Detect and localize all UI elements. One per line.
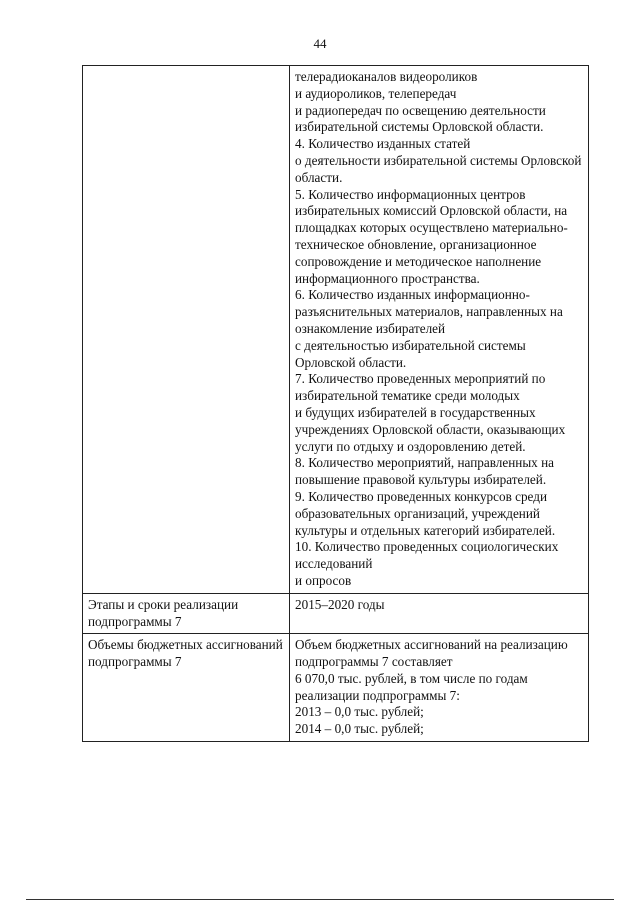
- indicators-cell: телерадиоканалов видеороликов и аудиороликов, телепередач и радиопередач по освещению деятельности избирательной системы Орловской области. 4. Количество изданных статей о деятельности избирательной системы Орловской области. 5. Количество информационных центров избирательных комиссий Орловской области, на площадках которых осуществлено материально-техническое обновление, организационное сопровождение и методическое наполнение информационного пространства. 6. Количество изданных информационно-разъяснительных материалов, направленных на ознакомление избирателей с деятельностью избирательной системы Орловской области. 7. Количество проведенных мероприятий по избирательной тематике среди молодых и будущих избирателей в государственных учреждениях Орловской области, оказывающих услуги по отдыху и оздоровлению детей. 8. Количество мероприятий, направленных на повышение правовой культуры избирателей. 9. Количество проведенных конкурсов среди образовательных организаций, учреждений культуры и отдельных категорий избирателей. 10. Количество проведенных социологических исследований и опросов: [290, 66, 589, 594]
- stages-label-cell: Этапы и сроки реализации подпрограммы 7: [83, 593, 290, 634]
- page-bottom-rule: [26, 899, 614, 900]
- row-label-cell: [83, 66, 290, 594]
- passport-table: [82, 65, 589, 742]
- budget-label-cell: Объемы бюджетных ассигнований подпрограммы 7: [83, 634, 290, 742]
- page-number: 44: [313, 36, 327, 51]
- stages-value-cell: 2015–2020 годы: [290, 593, 589, 634]
- table-row: [83, 634, 589, 742]
- table-row: [83, 593, 589, 634]
- budget-value-cell: Объем бюджетных ассигнований на реализацию подпрограммы 7 составляет 6 070,0 тыс. рублей, в том числе по годам реализации подпрограммы 7: 2013 – 0,0 тыс. рублей; 2014 – 0,0 тыс. рублей;: [290, 634, 589, 742]
- table-row: [83, 66, 589, 594]
